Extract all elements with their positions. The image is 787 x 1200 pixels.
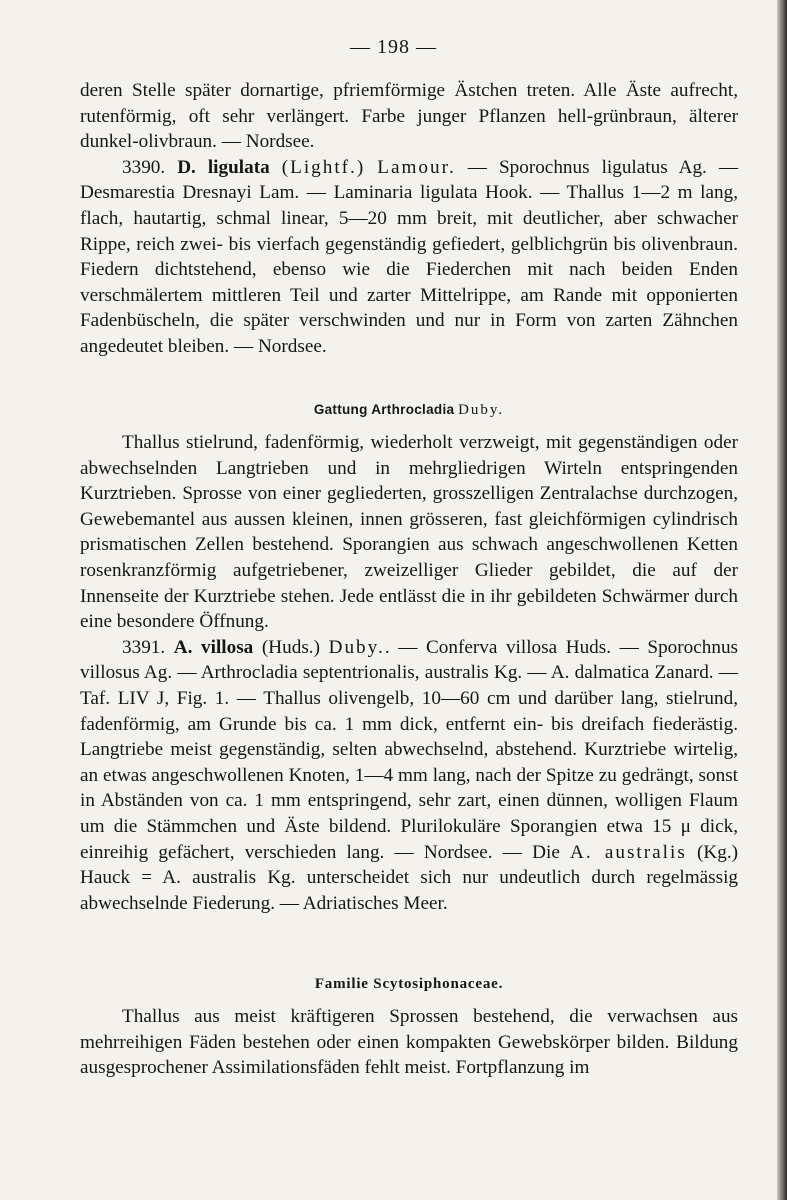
family-heading-label: Familie Scytosiphonaceae. [314,976,504,992]
section-arthrocladia [80,430,738,916]
species-entry-3391 [80,635,738,917]
species-description-cont: (Kg.) Hauck = A. australis Kg. unterscheidet sich nur undeutlich durch regelmässig abwechselnde Fiederung. — Adriatisches Meer. [80,841,739,914]
genus-heading [80,402,738,419]
species-author: (Huds.) [261,636,320,658]
species-number: 3390. [122,156,166,178]
species-number: 3391. [122,636,166,658]
paragraph: deren Stelle später dornartige, pfriemförmige Ästchen treten. Alle Äste aufrecht, rutenförmig, oft sehr verlängert. Farbe junger Pflanzen hell-grünbraun, älterer dunkel-olivbraun. — Nordsee. [80,80,738,153]
species-description: . — Conferva villosa Huds. — Sporochnus villosus Ag. — Arthrocladia septentrionalis, australis Kg. — A. dalmatica Zanard. — Taf. LIV J, Fig. 1. — Thallus olivengelb, 10—60 cm und darüber lang, stielrund, fadenförmig, am Grunde bis ca. 1 mm dick, entfernt ein- bis dreifach fiederästig. Langtriebe meist gegenständig, selten abwechselnd, abstehend. Kurztriebe wirtelig, an etwas angeschwollenen Knoten, 1—4 mm lang, nach der Spitze zu gedrängt, sonst in Abständen von ca. 1 mm entspringend, sehr zart, einen dünnen, wolligen Flaum um die Stämmchen und Äste bildend. Plurilokuläre Sporangien etwa 15 μ dick, einreihig gefächert, verschieden lang. — Nordsee. — Die [80,636,739,863]
paragraph: Thallus stielrund, fadenförmig, wiederholt verzweigt, mit gegenständigen oder abwechselnden Langtrieben und in mehrgliedrigen Wirteln entspringenden Kurztrieben. Sprosse von einer gegliederten, grosszelligen Zentralachse durchzogen, Gewebemantel aus aussen kleinen, innen grösseren, fast gleichförmigen cylindrisch prismatischen Zellen bestehend. Sporangien aus schwach angeschwollenen Ketten rosenkranzförmig aufgetriebener, zweizelliger Glieder gebildet, die auf der Innenseite der Kurztriebe stehen. Jede entlässt die in ihr gebildeten Schwärmer durch eine besondere Öffnung. [80,432,738,633]
species-author-2: Lamour. [377,156,456,178]
section-desmarestia [80,78,738,360]
genus-heading-author: Duby. [458,402,505,418]
page-number: — 198 — [350,36,437,58]
species-description: — Sporochnus ligulatus Ag. — Desmarestia Dresnayi Lam. — Laminaria ligulata Hook. — Thallus 1—2 m lang, flach, hautartig, schmal linear, 5—20 mm breit, mit deutlicher, aber schwacher Rippe, reich zwei- bis vierfach gegenständig gefiedert, gelblichgrün bis olivenbraun. Fiedern dichtstehend, ebenso wie die Fiederchen mit nach beiden Enden verschmälertem mittleren Teil und zarter Mittelrippe, am Rande mit opponierten Fadenbüscheln, die später verschwinden und nur in Form von zarten Zähnchen angedeutet bleiben. — Nordsee. [80,156,739,357]
species-author: (Lightf.) [281,156,366,178]
genus-heading-label: Gattung Arthrocladia [313,402,455,417]
scan-edge [777,0,787,1200]
species-name: D. ligulata [177,156,270,178]
species-entry-3390 [80,155,738,360]
species-name: A. villosa [173,636,254,658]
species-reference: A. australis [570,841,687,863]
family-heading [80,976,738,993]
section-scytosiphonaceae [80,1004,738,1081]
paragraph: Thallus aus meist kräftigeren Sprossen bestehend, die verwachsen aus mehrreihigen Fäden bestehen oder einen kompakten Gewebskörper bilden. Bildung ausgesprochener Assimilationsfäden fehlt meist. Fortpflanzung im [80,1006,738,1079]
species-author-2: Duby. [328,636,385,658]
